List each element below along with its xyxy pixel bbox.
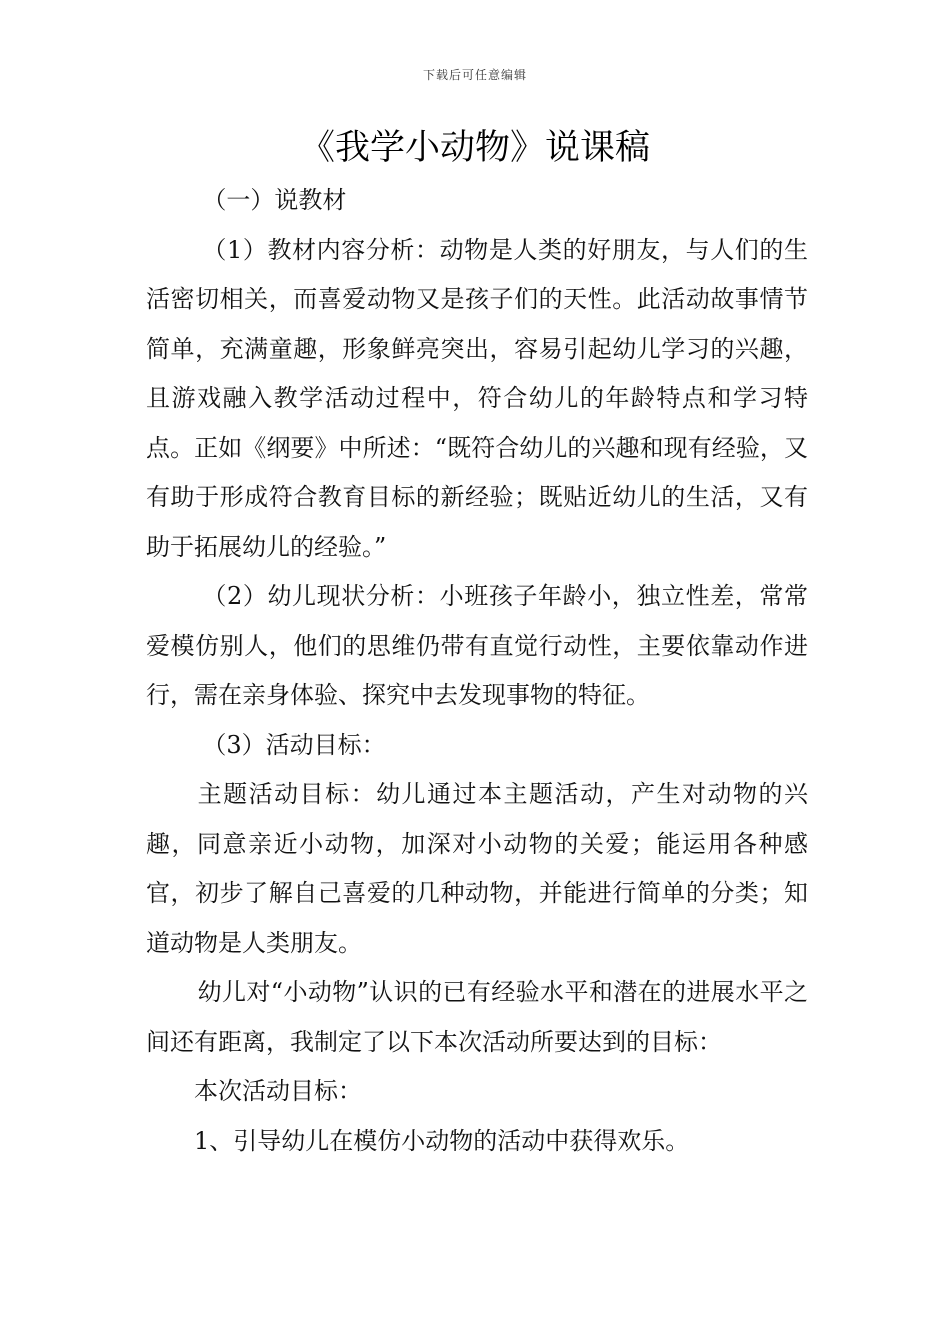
paragraph-goals-heading: （3）活动目标： xyxy=(202,730,386,759)
paragraph-experience-gap: 幼儿对“小动物”认识的已有经验水平和潜在的进展水平之间还有距离，我制定了以下本次活动所要达到的目标： xyxy=(146,978,808,1056)
document-body xyxy=(146,176,808,1166)
list-item-goal-1: 1、引导幼儿在模仿小动物的活动中获得欢乐。 xyxy=(194,1126,690,1155)
section-heading: （一）说教材 xyxy=(202,186,347,214)
paragraph-status-analysis: （2）幼儿现状分析：小班孩子年龄小，独立性差，常常爱模仿别人，他们的思维仍带有直觉行动性，主要依靠动作进行，需在亲身体验、探究中去发现事物的特征。 xyxy=(146,582,808,709)
paragraph-content-analysis: （1）教材内容分析：动物是人类的好朋友，与人们的生活密切相关，而喜爱动物又是孩子们的天性。此活动故事情节简单，充满童趣，形象鲜亮突出，容易引起幼儿学习的兴趣，且游戏融入教学活动过程中，符合幼儿的年龄特点和学习特点。正如《纲要》中所述：“既符合幼儿的兴趣和现有经验，又有助于形成符合教育目标的新经验；既贴近幼儿的生活，又有助于拓展幼儿的经验。” xyxy=(146,235,808,561)
paragraph-activity-goals-heading: 本次活动目标： xyxy=(194,1077,362,1105)
document-title: 《我学小动物》说课稿 xyxy=(299,128,650,168)
paragraph-theme-goals: 主题活动目标：幼儿通过本主题活动，产生对动物的兴趣，同意亲近小动物，加深对小动物的关爱；能运用各种感官，初步了解自己喜爱的几种动物，并能进行简单的分类；知道动物是人类朋友。 xyxy=(146,780,808,957)
header-note: 下载后可任意编辑 xyxy=(422,68,527,82)
